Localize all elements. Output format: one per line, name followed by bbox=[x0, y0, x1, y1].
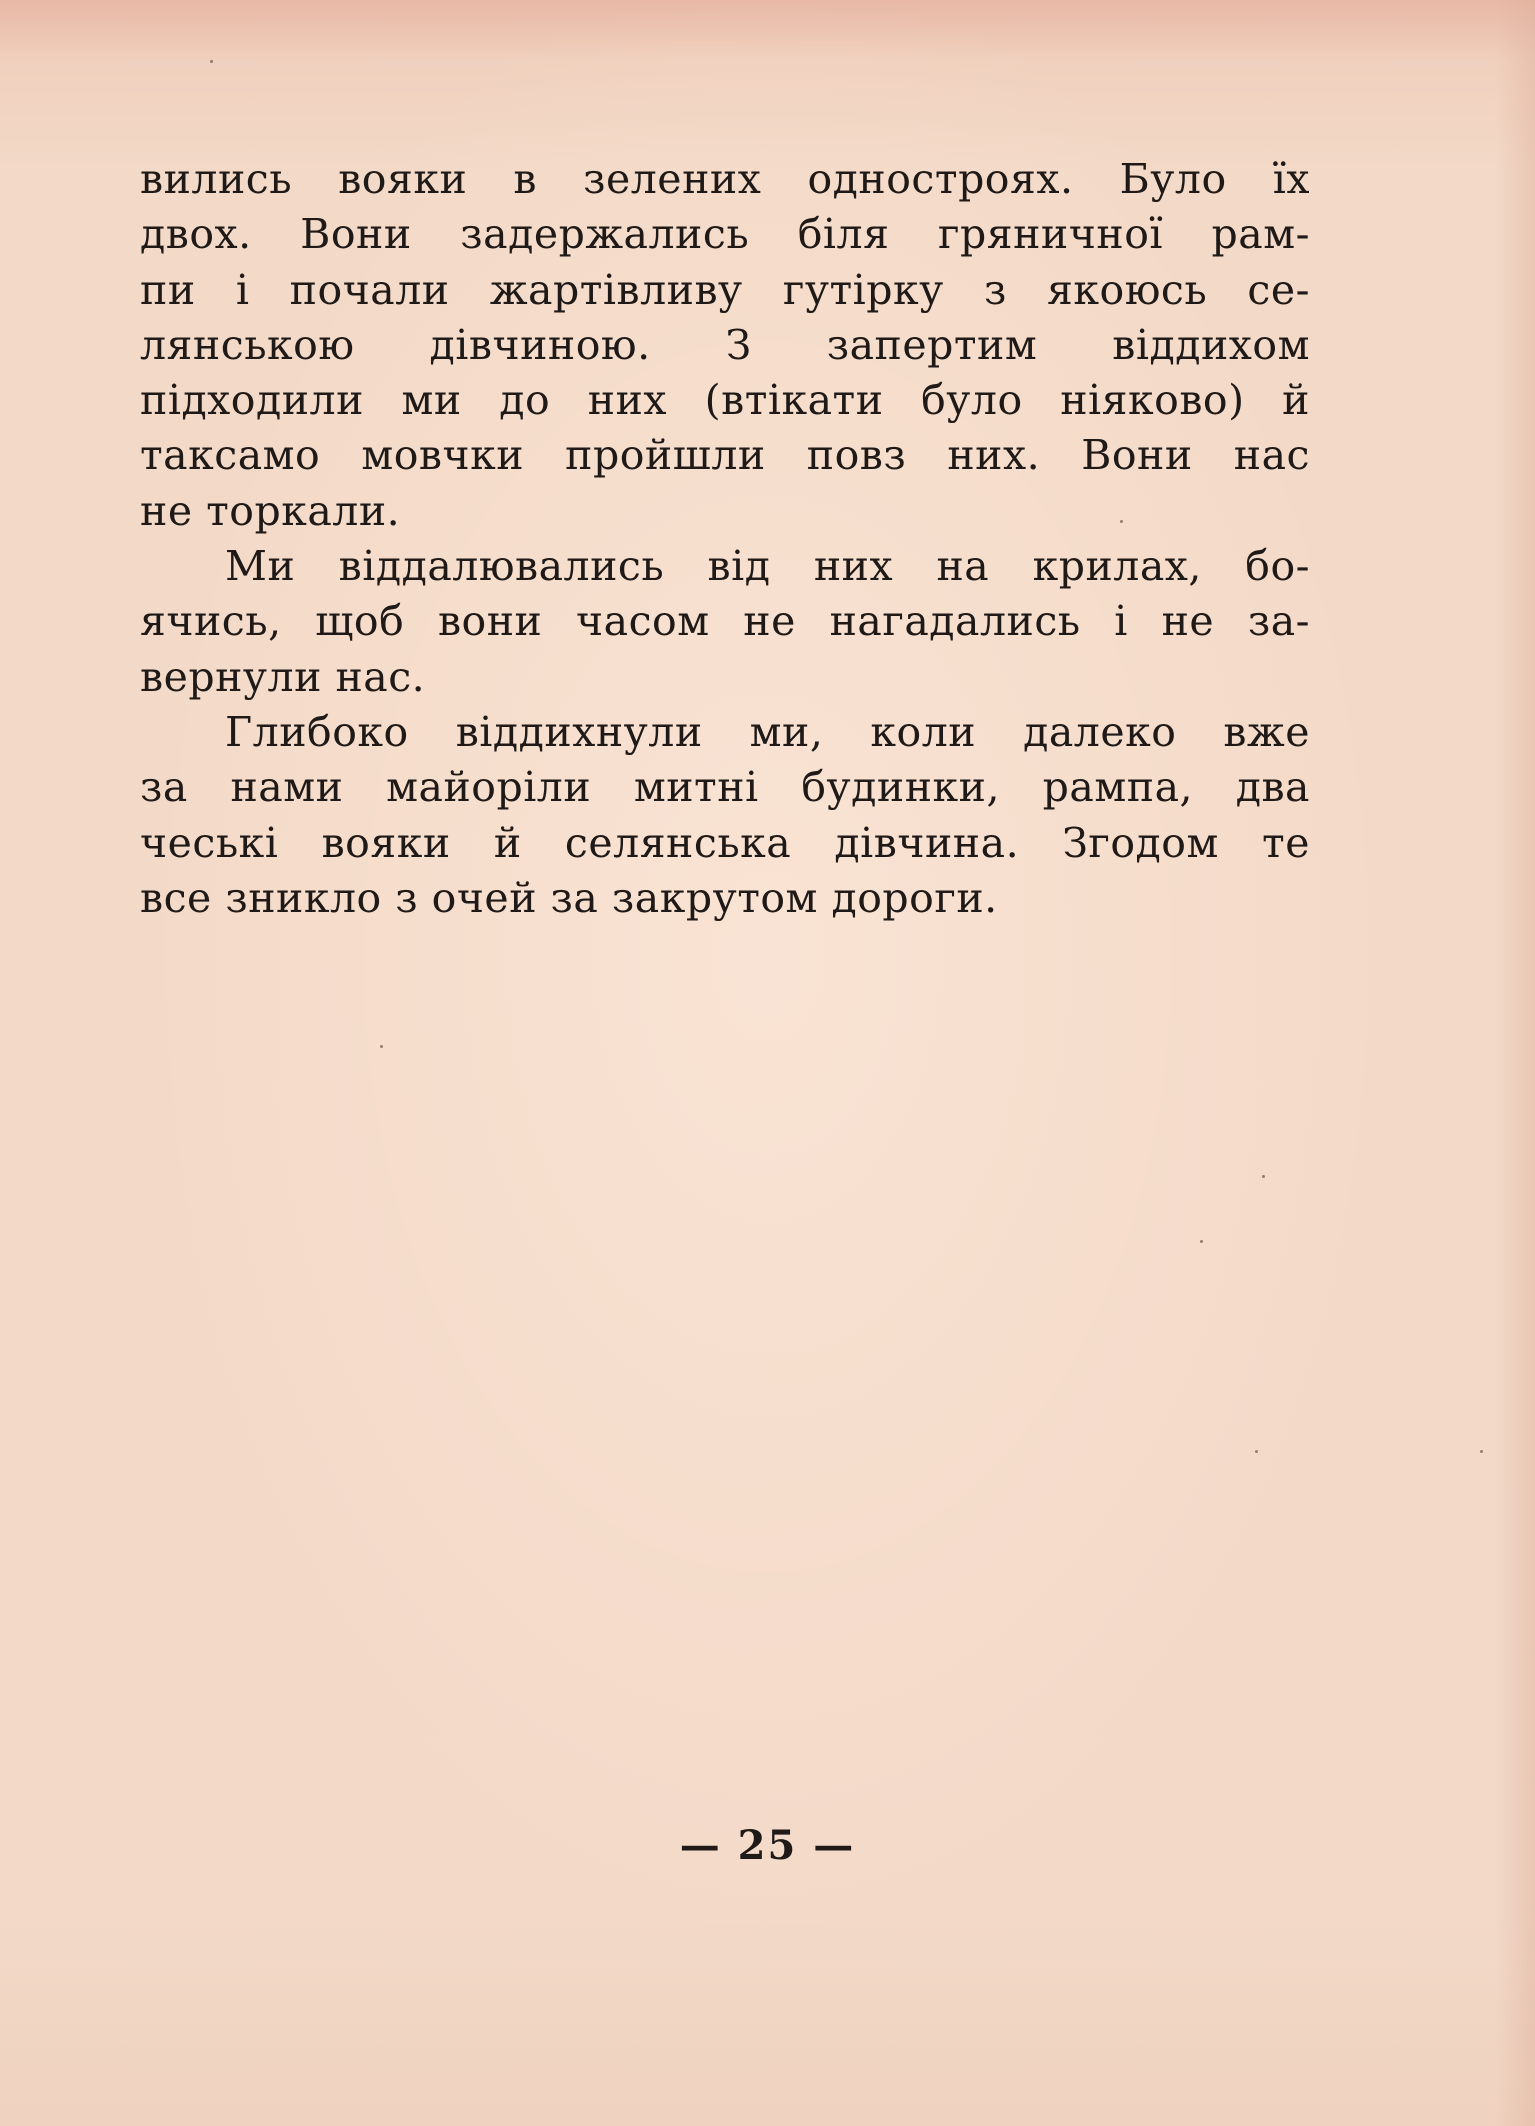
paper-speck bbox=[1255, 1450, 1258, 1453]
text-line: чеські вояки й селянська дівчина. Згодом те bbox=[140, 818, 1310, 867]
text-line: лянською дівчиною. З запертим віддихом bbox=[140, 320, 1310, 369]
paper-speck bbox=[380, 1045, 383, 1048]
paragraph bbox=[140, 152, 1310, 539]
text-line: вились вояки в зелених одностроях. Було їх bbox=[140, 155, 1310, 203]
page-edge-shading-top bbox=[0, 0, 1535, 60]
page-number: — 25 — bbox=[679, 1822, 856, 1869]
text-line: не торкали. bbox=[140, 486, 401, 535]
text-line: таксамо мовчки пройшли повз них. Вони нас bbox=[140, 431, 1310, 480]
text-line: ячись, щоб вони часом не нагадались і не за- bbox=[140, 597, 1310, 646]
page-edge-shading-right bbox=[1495, 0, 1535, 2126]
text-line: двох. Вони задержались біля гряничної рам- bbox=[140, 210, 1310, 259]
text-line: Глибоко віддихнули ми, коли далеко вже bbox=[225, 707, 1310, 756]
paper-speck bbox=[1480, 1450, 1483, 1453]
paragraph bbox=[140, 705, 1310, 926]
paper-speck bbox=[1200, 1240, 1203, 1243]
text-line: підходили ми до них (втікати було ніяково) й bbox=[140, 376, 1310, 425]
paper-speck bbox=[1262, 1175, 1265, 1178]
text-line: пи і почали жартівливу гутірку з якоюсь се- bbox=[140, 265, 1310, 314]
paragraph bbox=[140, 539, 1310, 705]
text-line: Ми віддалювались від них на крилах, бо- bbox=[225, 542, 1310, 591]
body-text bbox=[140, 152, 1310, 926]
text-line: все зникло з очей за закрутом дороги. bbox=[140, 873, 998, 922]
paper-speck bbox=[210, 60, 213, 63]
text-line: за нами майоріли митні будинки, рампа, два bbox=[140, 763, 1310, 812]
text-line: вернули нас. bbox=[140, 652, 426, 701]
